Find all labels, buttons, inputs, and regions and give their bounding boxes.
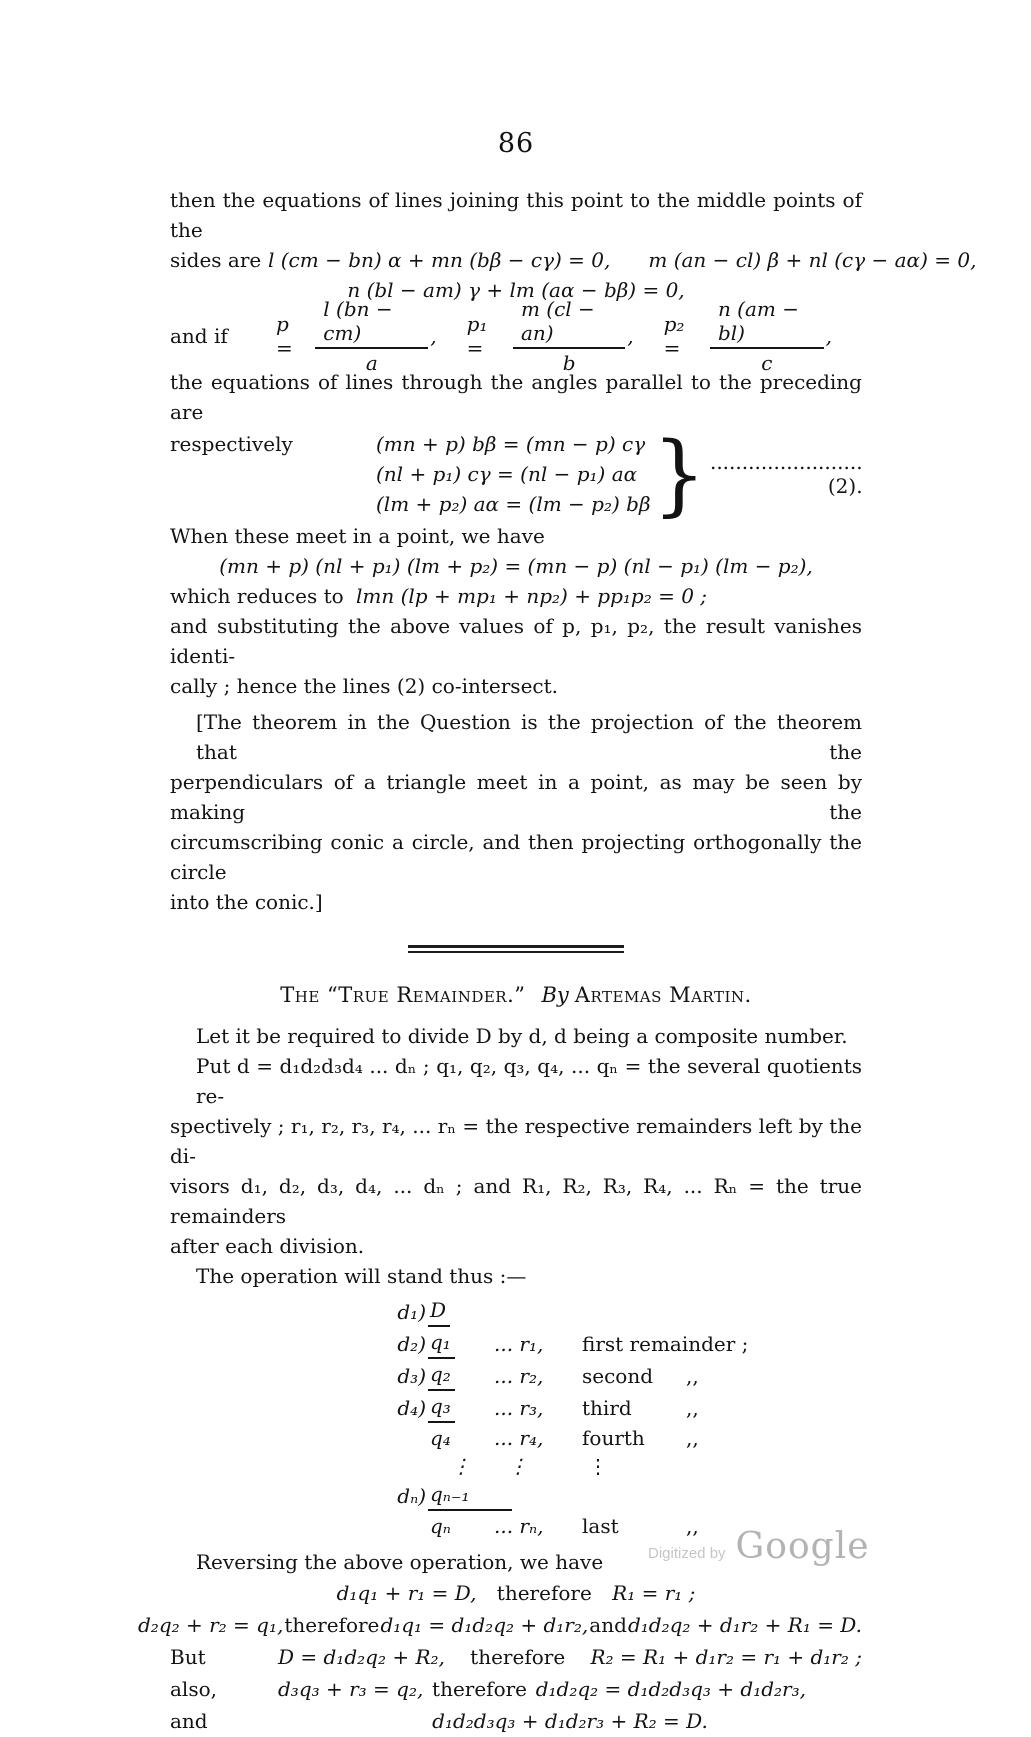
fraction <box>710 297 824 375</box>
page-content <box>138 0 977 1737</box>
fraction-denominator: c <box>761 351 773 375</box>
note-line: [The theorem in the Question is the projection of the theorem that the <box>196 710 862 764</box>
equation-line <box>138 1609 862 1641</box>
quotient: D <box>428 1295 450 1327</box>
sides-are-label: sides are <box>170 248 262 272</box>
fraction-p <box>276 297 437 375</box>
page-number: 86 <box>497 128 535 159</box>
fraction-tail: , <box>627 324 634 348</box>
paragraph-line: Reversing the above operation, we have <box>196 1550 604 1574</box>
equation: D = d₁d₂q₂ + R₂, <box>278 1645 445 1669</box>
section-divider <box>408 945 624 953</box>
equation: m (an − cl) β + nl (cγ − aα) = 0, <box>648 248 977 272</box>
equation-system <box>170 422 863 526</box>
fraction-equation-row <box>170 297 862 375</box>
equation: d₁d₂q₂ = d₁d₂d₃q₃ + d₁d₂r₃, <box>535 1677 806 1701</box>
remainder: ... r₂, <box>494 1364 544 1388</box>
divisor: d₂) <box>397 1332 426 1356</box>
remainder: ... r₃, <box>494 1396 544 1420</box>
fraction-lhs: p = <box>276 312 293 360</box>
fraction-tail: , <box>825 324 832 348</box>
byline-by: By <box>541 983 569 1007</box>
google-logo: Google <box>735 1526 870 1567</box>
paragraph-line: and substituting the above values of p, p₁, p₂, the result vanishes identi- <box>170 614 862 668</box>
paragraph-line: the equations of lines through the angles parallel to the preceding are <box>170 370 862 424</box>
digitized-by-label: Digitized by <box>648 1545 726 1562</box>
remainder: ... r₄, <box>494 1426 544 1450</box>
equation: d₁q₁ = d₁d₂q₂ + d₁r₂, <box>380 1613 589 1637</box>
remainder-word: last <box>582 1514 619 1538</box>
division-row <box>378 1359 862 1391</box>
equation-reference: ........................ (2). <box>709 450 863 498</box>
quotient: qₙ <box>430 1514 451 1538</box>
equation: d₃q₃ + r₃ = q₂, <box>278 1677 424 1701</box>
paragraph-line: When these meet in a point, we have <box>170 524 545 548</box>
quotient: q₁ <box>428 1327 455 1359</box>
therefore-word: therefore <box>432 1677 528 1701</box>
digitized-by-google <box>648 1526 870 1567</box>
divisor: d₃) <box>397 1364 426 1388</box>
quotient: q₃ <box>428 1391 455 1423</box>
therefore-word: therefore <box>470 1645 566 1669</box>
divisor: d₁) <box>397 1300 426 1324</box>
equation: d₂q₂ + r₂ = q₁, <box>138 1613 284 1637</box>
quotient: q₄ <box>430 1426 451 1450</box>
note-line: into the conic.] <box>170 890 323 914</box>
remainder-word: second <box>582 1364 654 1388</box>
paragraph-line: spectively ; r₁, r₂, r₃, r₄, ... rₙ = the respective remainders left by the di- <box>170 1114 862 1168</box>
equation: lmn (lp + mp₁ + np₂) + pp₁p₂ = 0 ; <box>356 584 708 608</box>
division-scheme <box>378 1295 862 1541</box>
system-equations <box>376 429 651 519</box>
equation-line <box>170 581 862 611</box>
remainder-word: fourth <box>582 1426 645 1450</box>
divisor: d₄) <box>397 1396 426 1420</box>
ditto-mark: ,, <box>686 1426 699 1450</box>
equation: l (cm − bn) α + mn (bβ − cγ) = 0, <box>268 248 611 272</box>
equation: (lm + p₂) aα = (lm − p₂) bβ <box>376 492 651 516</box>
right-brace: } <box>652 422 706 526</box>
but-label: But <box>170 1645 206 1669</box>
division-row <box>378 1391 862 1423</box>
byline-author: Artemas Martin. <box>574 983 752 1007</box>
fraction-denominator: a <box>365 351 378 375</box>
fraction-numerator: n (am − bl) <box>710 297 824 349</box>
paragraph-line: cally ; hence the lines (2) co-intersect. <box>170 674 558 698</box>
fraction-numerator: m (cl − an) <box>513 297 625 349</box>
remainder-word: first remainder ; <box>582 1332 749 1356</box>
equation-line <box>170 1577 862 1609</box>
quotient: qₙ₋₁ <box>428 1479 512 1511</box>
equation: (nl + p₁) cγ = (nl − p₁) aα <box>376 462 638 486</box>
and-word: and <box>589 1613 627 1637</box>
divisor: dₙ) <box>397 1484 426 1508</box>
fraction <box>315 297 428 375</box>
equation: d₁q₁ + r₁ = D, <box>336 1581 477 1605</box>
fraction-numerator: l (bn − cm) <box>315 297 428 349</box>
also-label: also, <box>170 1677 217 1701</box>
ditto-mark: ,, <box>686 1396 699 1420</box>
paragraph-line: The operation will stand thus :— <box>196 1264 527 1288</box>
vertical-ellipsis: ⋮ <box>588 1454 608 1478</box>
equation: (mn + p) (nl + p₁) (lm + p₂) = (mn − p) (nl − p₁) (lm − p₂), <box>219 554 813 578</box>
equation-line <box>170 245 977 275</box>
note-line: perpendiculars of a triangle meet in a point, as may be seen by making the <box>170 770 862 824</box>
bracketed-note <box>170 707 862 917</box>
remainder: ... rₙ, <box>494 1514 544 1538</box>
fraction-p1 <box>467 297 634 375</box>
note-line: circumscribing conic a circle, and then projecting orthogonally the circle <box>170 830 862 884</box>
therefore-word: therefore <box>284 1613 380 1637</box>
paragraph-line: Put d = d₁d₂d₃d₄ ... dₙ ; q₁, q₂, q₃, q₄, ... qₙ = the several quotients re- <box>196 1054 862 1108</box>
paragraph-line: visors d₁, d₂, d₃, d₄, ... dₙ ; and R₁, R₂, R₃, R₄, ... Rₙ = the true remainders <box>170 1174 862 1228</box>
remainder-word: third <box>582 1396 632 1420</box>
fraction-lhs: p₂ = <box>663 312 685 360</box>
therefore-word: therefore <box>496 1581 592 1605</box>
division-row <box>378 1327 862 1359</box>
equation: d₁d₂q₂ + d₁r₂ + R₁ = D. <box>627 1613 862 1637</box>
fraction-p2 <box>664 297 832 375</box>
fraction-tail: , <box>430 324 437 348</box>
equation-line <box>170 1705 862 1737</box>
equation-line <box>170 1641 862 1673</box>
article-title <box>170 983 862 1007</box>
respectively-label: respectively <box>170 432 293 456</box>
equation-line <box>170 1673 862 1705</box>
which-reduces-label: which reduces to <box>170 584 344 608</box>
division-row <box>378 1423 862 1453</box>
equation: R₁ = r₁ ; <box>612 1581 696 1605</box>
division-row <box>378 1295 862 1327</box>
vertical-ellipsis: ⋮ <box>508 1454 528 1478</box>
ditto-mark: ,, <box>686 1514 699 1538</box>
equation: d₁d₂d₃q₃ + d₁d₂r₃ + R₂ = D. <box>432 1709 708 1733</box>
division-row <box>378 1479 862 1511</box>
article-title-text: The “True Remainder.” <box>280 983 526 1007</box>
and-if-label: and if <box>170 324 228 348</box>
paragraph-line: then the equations of lines joining this point to the middle points of the <box>170 188 862 242</box>
quotient: q₂ <box>428 1359 455 1391</box>
fraction-denominator: b <box>562 351 576 375</box>
vertical-ellipsis: ⋮ <box>451 1454 471 1478</box>
equation: n (bl − am) γ + lm (aα − bβ) = 0, <box>347 278 685 302</box>
and-label: and <box>170 1709 208 1733</box>
equation: R₂ = R₁ + d₁r₂ = r₁ + d₁r₂ ; <box>590 1645 862 1669</box>
division-ellipsis-row <box>378 1453 862 1479</box>
ditto-mark: ,, <box>686 1364 699 1388</box>
fraction <box>513 297 625 375</box>
fraction-lhs: p₁ = <box>466 312 488 360</box>
paragraph-line: Let it be required to divide D by d, d being a composite number. <box>196 1024 848 1048</box>
remainder: ... r₁, <box>494 1332 544 1356</box>
paragraph-line: after each division. <box>170 1234 365 1258</box>
equation: (mn + p) bβ = (mn − p) cγ <box>376 432 646 456</box>
